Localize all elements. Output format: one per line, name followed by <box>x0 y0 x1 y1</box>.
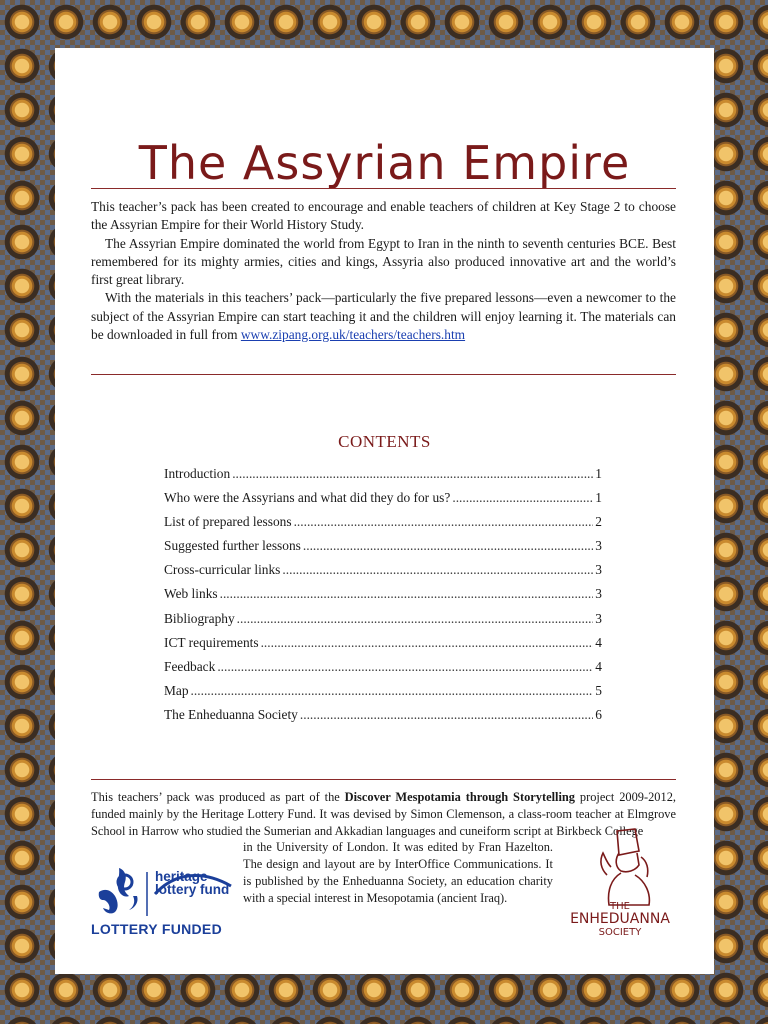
toc-entry <box>164 659 602 683</box>
toc-entry-page: 3 <box>595 610 602 626</box>
toc-leader-dots <box>452 490 593 506</box>
toc-entry-page: 4 <box>595 658 602 674</box>
toc-entry-label: List of prepared lessons <box>164 514 292 530</box>
toc-entry-label: Suggested further lessons <box>164 538 301 554</box>
toc-entry-page: 1 <box>595 490 602 506</box>
toc-entry-label: Web links <box>164 586 218 602</box>
credits-lead: This teachers’ pack was produced as part of the <box>91 790 345 804</box>
toc-entry-page: 2 <box>595 514 602 530</box>
toc-entry-page: 4 <box>595 634 602 650</box>
society-line-1: THE <box>610 901 630 912</box>
toc-leader-dots <box>237 611 594 627</box>
toc-entry-page: 3 <box>595 586 602 602</box>
toc-entry-page: 5 <box>595 682 602 698</box>
heritage-lottery-fund-logo <box>155 870 229 896</box>
toc-entry-page: 3 <box>595 562 602 578</box>
table-of-contents <box>164 466 602 731</box>
divider-top <box>91 188 676 189</box>
hlf-line-2: lottery fund <box>155 882 230 897</box>
intro-text <box>91 198 676 344</box>
society-line-2: ENHEDUANNA <box>570 911 670 927</box>
toc-entry-label: Map <box>164 682 189 698</box>
toc-leader-dots <box>300 707 593 723</box>
toc-entry-page: 6 <box>595 706 602 722</box>
toc-leader-dots <box>282 562 593 578</box>
toc-entry-label: Feedback <box>164 658 216 674</box>
toc-leader-dots <box>294 514 594 530</box>
intro-paragraph-3-text: With the materials in this teachers’ pack—particularly the five prepared lessons—even a newcomer to the subject of the Assyrian Empire can start teaching it and the children will enjoy learning it. The materials can be downloaded in full from <box>91 290 676 343</box>
toc-entry-label: Who were the Assyrians and what did they do for us? <box>164 490 451 506</box>
toc-leader-dots <box>217 659 593 675</box>
toc-leader-dots <box>220 586 594 602</box>
toc-entry-label: The Enheduanna Society <box>164 706 298 722</box>
contents-heading: CONTENTS <box>338 432 431 451</box>
toc-leader-dots <box>232 466 593 482</box>
toc-entry-label: Introduction <box>164 466 231 481</box>
toc-leader-dots <box>303 538 593 554</box>
toc-entry <box>164 490 602 514</box>
intro-paragraph-3 <box>91 289 676 344</box>
credits-paragraph-narrow: in the University of London. It was edited by Fran Hazelton. The design and layout are by InterOffice Communications. It is published by the Enheduanna Society, an education charity with a special interest in Mesopotamia (ancient Iraq). <box>243 840 553 905</box>
document-page <box>55 48 714 974</box>
toc-entry <box>164 538 602 562</box>
toc-entry <box>164 683 602 707</box>
intro-paragraph-2: The Assyrian Empire dominated the world from Egypt to Iran in the ninth to seventh centuries BCE. Best remembered for its mighty armies, cities and kings, Assyria also produced innovative art and the world’s first great library. <box>91 235 676 288</box>
enheduanna-society-logo <box>560 900 680 939</box>
lottery-funded-label: LOTTERY FUNDED <box>91 921 222 937</box>
divider-intro-bottom <box>91 374 676 375</box>
toc-entry <box>164 466 602 490</box>
divider-footer <box>91 779 676 780</box>
toc-entry <box>164 562 602 586</box>
toc-entry <box>164 514 602 538</box>
toc-entry-label: ICT requirements <box>164 634 259 650</box>
hlf-line-1: heritage <box>155 869 208 884</box>
download-link[interactable]: www.zipang.org.uk/teachers/teachers.htm <box>240 327 466 343</box>
toc-entry <box>164 707 602 731</box>
society-line-3: SOCIETY <box>598 927 642 938</box>
toc-entry <box>164 586 602 610</box>
project-name: Discover Mespotamia through Storytelling <box>344 790 576 804</box>
toc-entry-label: Bibliography <box>164 610 235 626</box>
toc-leader-dots <box>191 683 594 699</box>
toc-entry-page: 1 <box>595 466 602 481</box>
toc-entry-page: 3 <box>595 538 602 554</box>
page-title: The Assyrian Empire <box>138 136 631 190</box>
toc-leader-dots <box>261 635 594 651</box>
intro-paragraph-1: This teacher’s pack has been created to encourage and enable teachers of children at Key Stage 2 to choose the Assyrian Empire for their World History Study. <box>91 199 676 233</box>
toc-entry <box>164 635 602 659</box>
credits-wide-text: project 2009-2012, funded mainly by the Heritage Lottery Fund. It was devised by Simon Clemenson, a class-room teacher at Elmgrove School in Harrow who studied the Sumerian and Akkadian languages and cuneiform script at Birkbeck College <box>91 790 676 838</box>
toc-entry <box>164 611 602 635</box>
toc-entry-label: Cross-curricular links <box>164 562 281 578</box>
